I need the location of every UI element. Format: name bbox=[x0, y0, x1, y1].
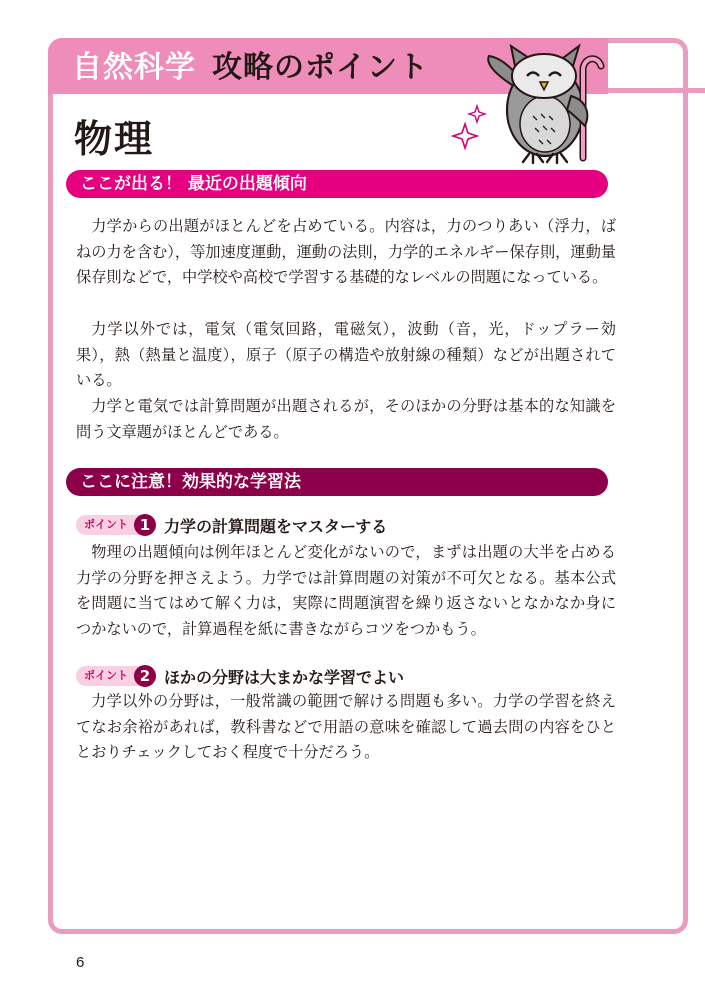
point-2-body: 力学以外の分野は，一般常識の範囲で解ける問題も多い。力学の学習を終えてなお余裕があれば，教科書などで用語の意味を確認して過去問の内容をひととおりチェックしておく程度で十分だろう。 bbox=[76, 692, 616, 762]
frame-top-rule bbox=[600, 88, 705, 93]
point-1-heading bbox=[76, 513, 387, 537]
trend-paragraph-3: 力学と電気では計算問題が出題されるが，そのほかの分野は基本的な知識を問う文章題がほとんどである。 bbox=[76, 397, 616, 441]
point-2-heading bbox=[76, 664, 404, 688]
header-title: 攻略のポイント bbox=[212, 50, 429, 85]
trend-heading: ここが出る！ 最近の出題傾向 bbox=[80, 174, 307, 194]
page-number: 6 bbox=[76, 954, 85, 971]
owl-mascot-icon bbox=[445, 36, 615, 166]
point-number-badge: 1 bbox=[134, 514, 156, 536]
point-pill: ポイント bbox=[76, 515, 150, 535]
point-pill: ポイント bbox=[76, 666, 150, 686]
trend-paragraph-1: 力学からの出題がほとんどを占めている。内容は，力のつりあい（浮力，ばねの力を含む），等加速度運動，運動の法則，力学的エネルギー保存則，運動量保存則などで，中学校や高校で学習する基礎的なレベルの問題になっている。 bbox=[76, 217, 616, 287]
page-header bbox=[72, 48, 429, 88]
study-heading: ここに注意！効果的な学習法 bbox=[80, 472, 301, 492]
point-title: ほかの分野は大まかな学習でよい bbox=[164, 667, 405, 687]
point-title: 力学の計算問題をマスターする bbox=[164, 516, 388, 536]
trend-paragraph-2: 力学以外では，電気（電気回路，電磁気），波動（音，光，ドップラー効果），熱（熱量と温度），原子（原子の構造や放射線の種類）などが出題されている。 bbox=[76, 320, 616, 390]
trend-heading-bar bbox=[66, 170, 608, 198]
header-subject: 自然科学 bbox=[72, 50, 196, 85]
study-heading-bar bbox=[66, 468, 608, 496]
point-number-badge: 2 bbox=[134, 665, 156, 687]
point-1-body: 物理の出題傾向は例年ほとんど変化がないので，まずは出題の大半を占める力学の分野を押さえよう。力学では計算問題の対策が不可欠となる。基本公式を問題に当てはめて解く力は，実際に問題演習を繰り返さないとなかなか身につかないので，計算過程を紙に書きながらコツをつかもう。 bbox=[76, 543, 617, 639]
section-title: 物理 bbox=[74, 117, 155, 161]
